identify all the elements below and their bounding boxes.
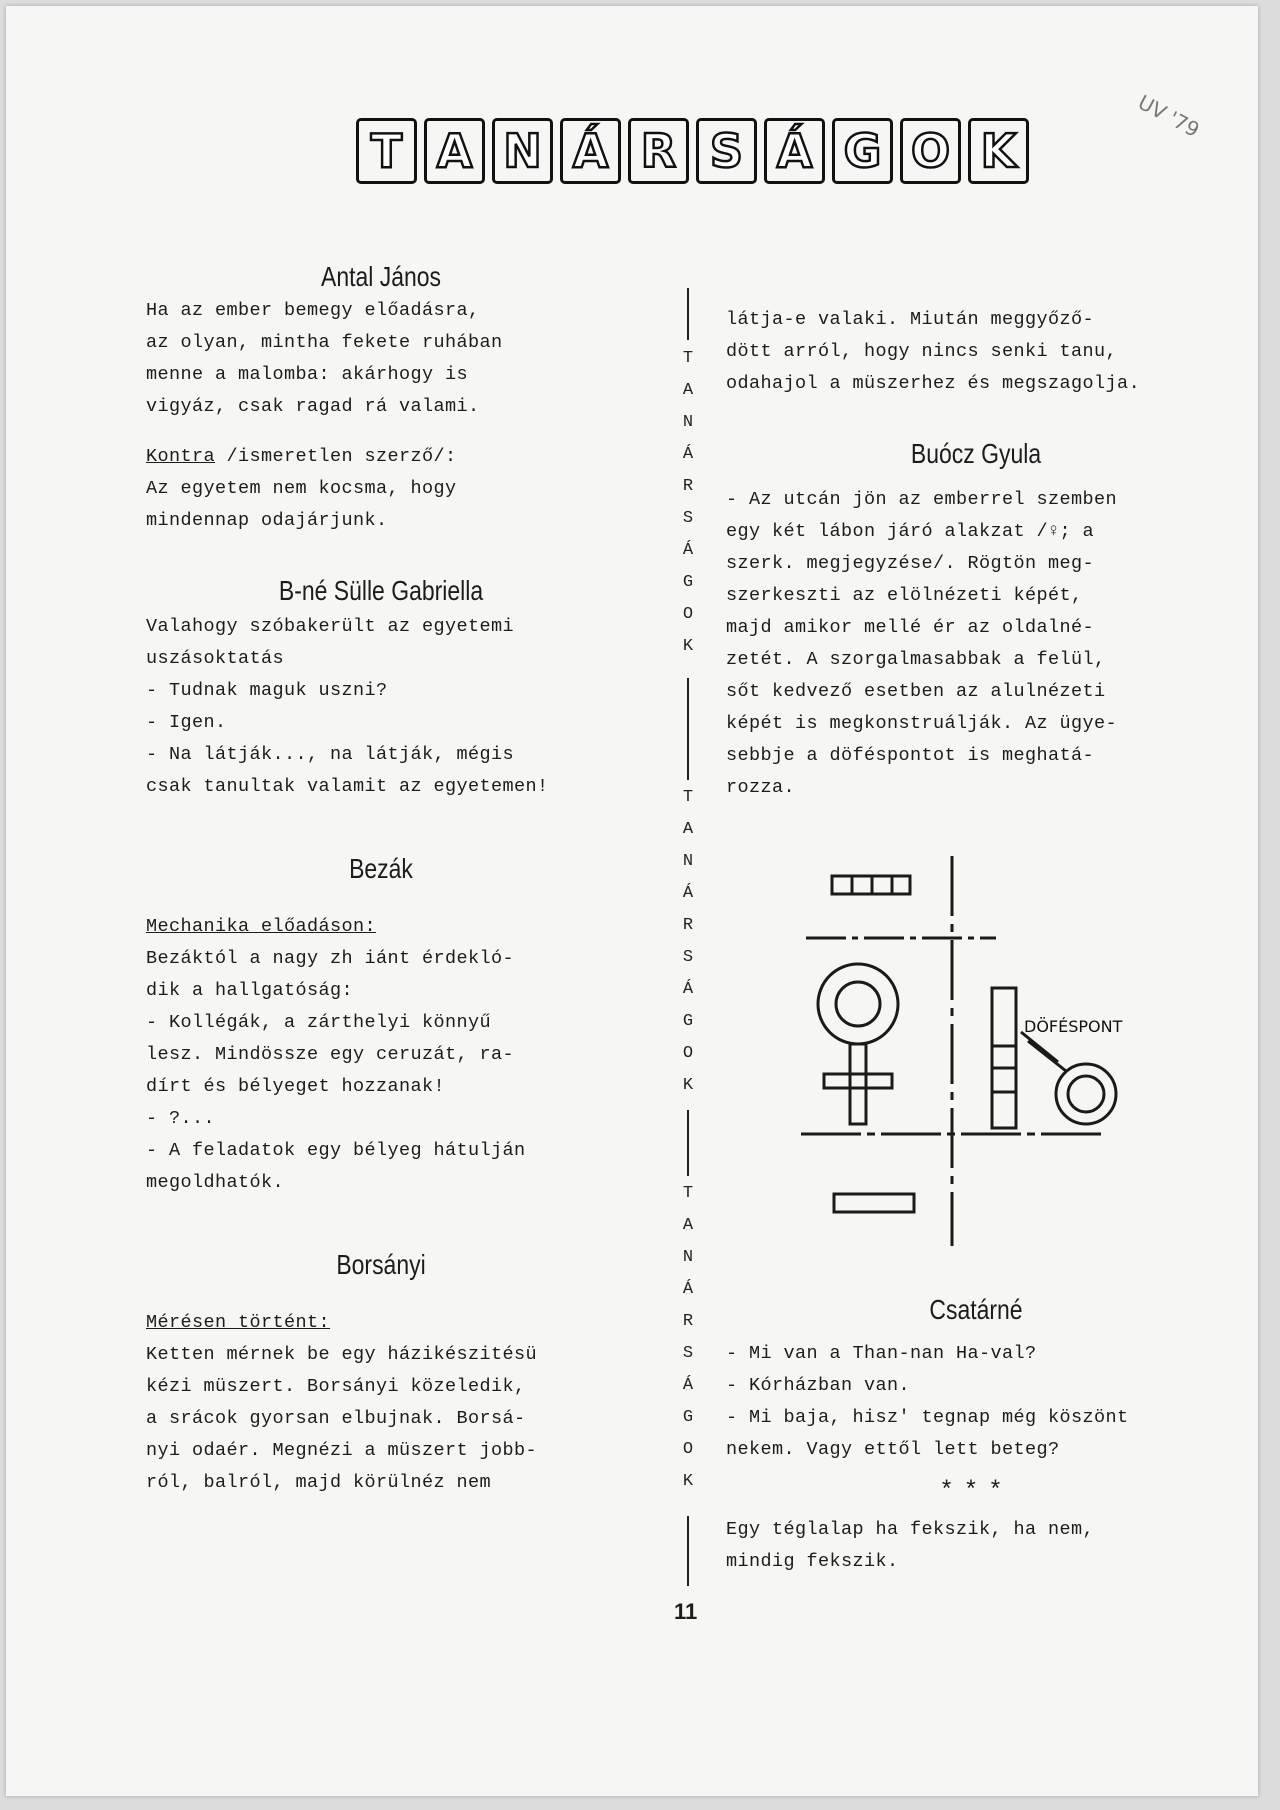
vertical-title-letter: G (682, 1012, 694, 1031)
kontra-label: Kontra (146, 446, 216, 467)
vertical-title-letter: Á (682, 980, 694, 999)
vertical-title-letter: R (682, 477, 694, 496)
title-letter: S (696, 118, 757, 184)
title-letter: Á (560, 118, 621, 184)
vertical-title-letter: S (682, 948, 694, 967)
text-line: szerkeszti az elölnézeti képét, (726, 585, 1083, 606)
left-column (146, 261, 616, 1499)
vertical-title-letter: Á (682, 884, 694, 903)
vertical-title-letter: K (682, 1472, 694, 1491)
page-sheet (6, 6, 1258, 1796)
text-line: Valahogy szóbakerült az egyetemi (146, 616, 515, 637)
vertical-title-letter: A (682, 820, 694, 839)
divider-line (687, 1516, 689, 1586)
text-line: az olyan, mintha fekete ruhában (146, 332, 503, 353)
text-line: - Igen. (146, 712, 227, 733)
vertical-title-letter: T (682, 1184, 694, 1203)
text-line: egy két lábon járó alakzat /♀; a (726, 521, 1095, 542)
vertical-title-letter: Á (682, 445, 694, 464)
title-letter: N (492, 118, 553, 184)
text-line: nekem. Vagy ettől lett beteg? (726, 1439, 1060, 1460)
text-line: - Az utcán jön az emberrel szemben (726, 489, 1118, 510)
bottom-view-rect (834, 1194, 914, 1212)
vertical-title-letter: G (682, 573, 694, 592)
divider-line (687, 288, 689, 340)
section-subheading: Mechanika előadáson: (146, 916, 377, 937)
title-letter: K (968, 118, 1029, 184)
text-line: menne a malomba: akárhogy is (146, 364, 469, 385)
right-column (726, 304, 1226, 804)
vertical-title-letter: A (682, 1216, 694, 1235)
right-column-lower (726, 1294, 1226, 1578)
vertical-title-letter: O (682, 1044, 694, 1063)
vertical-title-letter: G (682, 1408, 694, 1427)
side-view-bar (992, 988, 1016, 1128)
text-line: majd amikor mellé ér az oldalné- (726, 617, 1095, 638)
title-letter: R (628, 118, 689, 184)
vertical-title-letter: N (682, 1248, 694, 1267)
vertical-title-letter: Á (682, 1376, 694, 1395)
title-letter: G (832, 118, 893, 184)
text-line: dött arról, hogy nincs senki tanu, (726, 341, 1118, 362)
mars-symbol (1021, 1032, 1116, 1124)
text-line: - Mi van a Than-nan Ha-val? (726, 1343, 1037, 1364)
text-line: Ketten mérnek be egy házikészitésü (146, 1344, 538, 1365)
text-line: dik a hallgatóság: (146, 980, 354, 1001)
text-line: dírt és bélyeget hozzanak! (146, 1076, 446, 1097)
text-line: Ha az ember bemegy előadásra, (146, 300, 480, 321)
text-line: lesz. Mindössze egy ceruzát, ra- (146, 1044, 515, 1065)
text-line: ról, balról, majd körülnéz nem (146, 1472, 492, 1493)
text-line: kézi müszert. Borsányi közeledik, (146, 1376, 526, 1397)
title-letter: Á (764, 118, 825, 184)
projection-drawing (796, 856, 1146, 1256)
text-line: Egy téglalap ha fekszik, ha nem, (726, 1519, 1095, 1540)
section-heading: Borsányi (336, 1249, 426, 1280)
text-line (146, 441, 616, 473)
section-heading: B-né Sülle Gabriella (278, 575, 484, 606)
vertical-title-letter: O (682, 605, 694, 624)
vertical-title-letter: R (682, 1312, 694, 1331)
vertical-title-letter: O (682, 1440, 694, 1459)
page-number: 11 (674, 1599, 698, 1624)
section-heading: Bezák (349, 853, 413, 884)
text-line: mindennap odajárjunk. (146, 510, 388, 531)
text-line: rozza. (726, 777, 796, 798)
handwritten-stamp: UV '79 (1134, 90, 1204, 142)
title-letter: O (900, 118, 961, 184)
text-line: nyi odaér. Megnézi a müszert jobb- (146, 1440, 538, 1461)
title-letter: T (356, 118, 417, 184)
text-line: - ?... (146, 1108, 216, 1129)
dofespont-label: DÖFÉSPONT (1024, 1017, 1123, 1036)
text-line: a srácok gyorsan elbujnak. Borsá- (146, 1408, 526, 1429)
text-line: zetét. A szorgalmasabbak a felül, (726, 649, 1106, 670)
text-line: odahajol a müszerhez és megszagolja. (726, 373, 1141, 394)
divider-line (687, 678, 689, 780)
divider-line (687, 1110, 689, 1176)
section-separator: *** (939, 1478, 1013, 1505)
text-line: Bezáktól a nagy zh iánt érdekló- (146, 948, 515, 969)
vertical-title-letter: S (682, 509, 694, 528)
text-line: - Mi baja, hisz' tegnap még köszönt (726, 1407, 1129, 1428)
vertical-title-letter: T (682, 349, 694, 368)
title-letter: A (424, 118, 485, 184)
vertical-title-letter: R (682, 916, 694, 935)
section-subheading: Mérésen történt: (146, 1312, 331, 1333)
text-line: - Kórházban van. (726, 1375, 911, 1396)
section-heading: Buócz Gyula (910, 438, 1042, 469)
text-line: szerk. megjegyzése/. Rögtön meg- (726, 553, 1095, 574)
text-line: csak tanultak valamit az egyetemen! (146, 776, 549, 797)
vertical-title-letter: N (682, 852, 694, 871)
text-line: - A feladatok egy bélyeg hátulján (146, 1140, 526, 1161)
vertical-title-letter: A (682, 381, 694, 400)
text-line: - Na látják..., na látják, mégis (146, 744, 515, 765)
text-line: sebbje a döféspontot is meghatá- (726, 745, 1095, 766)
vertical-title-letter: K (682, 1076, 694, 1095)
text-line: képét is megkonstruálják. Az ügye- (726, 713, 1118, 734)
vertical-title-letter: Á (682, 541, 694, 560)
text-line: uszásoktatás (146, 648, 285, 669)
text-line: Az egyetem nem kocsma, hogy (146, 478, 457, 499)
kontra-author: /ismeretlen szerző/: (215, 446, 457, 467)
vertical-title-letter: K (682, 637, 694, 656)
vertical-title-letter: N (682, 413, 694, 432)
vertical-title-letter: Á (682, 1280, 694, 1299)
section-heading: Csatárné (929, 1294, 1023, 1325)
text-line: - Tudnak maguk uszni? (146, 680, 388, 701)
text-line: mindig fekszik. (726, 1551, 899, 1572)
text-line: vigyáz, csak ragad rá valami. (146, 396, 480, 417)
venus-symbol (818, 964, 898, 1124)
vertical-title-letter: S (682, 1344, 694, 1363)
vertical-title-letter: T (682, 788, 694, 807)
text-line: sőt kedvező esetben az alulnézeti (726, 681, 1106, 702)
section-heading: Antal János (320, 261, 441, 292)
text-line: megoldhatók. (146, 1172, 285, 1193)
text-line: - Kollégák, a zárthelyi könnyű (146, 1012, 492, 1033)
page-title (356, 118, 1029, 184)
text-line: látja-e valaki. Miután meggyőző- (726, 309, 1095, 330)
